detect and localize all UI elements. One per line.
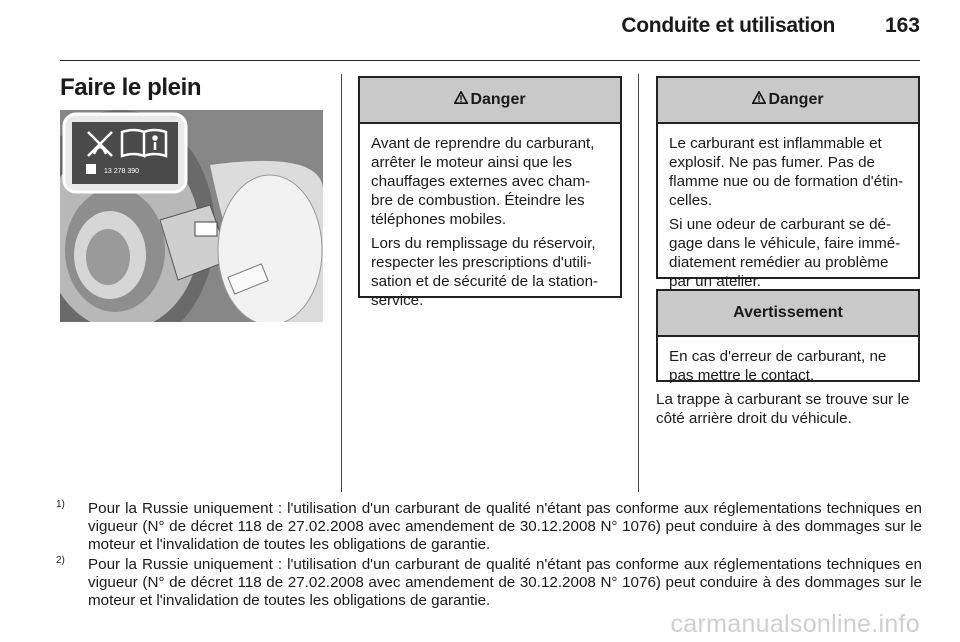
warning-box (656, 289, 920, 382)
danger-box-2-heading (658, 78, 918, 124)
footnote-1-text: Pour la Russie uniquement : l'utilisation d'un carburant de qualité n'étant pas conforme aux réglementations techniques en vigueur (N° de décret 118 de 27.02.2008 avec amendement de 30.12.2008 N° 1076) peut conduire à des dommages sur le moteur et l'invalidation de toutes les obligations de garantie. (88, 500, 922, 553)
page-number: 163 (884, 14, 920, 37)
column-divider-left (341, 74, 342, 492)
footnote-2-mark: 2) (56, 555, 65, 566)
watermark: carmanualsonline.info (670, 610, 920, 638)
chapter-title: Conduite et utilisation (621, 14, 835, 37)
danger-warning-icon (454, 91, 468, 109)
footnote-1 (56, 500, 922, 554)
svg-text:13 278 390: 13 278 390 (104, 168, 140, 175)
warning-box-text: En cas d'erreur de carburant, ne pas mettre le contact. (669, 348, 887, 384)
column-divider-right (638, 74, 639, 492)
footnotes (56, 500, 922, 612)
fuel-flap-location-text: La trappe à carburant se trouve sur le côté arrière droit du véhicule. (656, 391, 910, 427)
fuel-flap-photo (60, 110, 323, 322)
danger-box-2-paragraph-2: Si une odeur de carburant se dé-gage dans le véhicule, faire immé-diatement remédier au problème par un atelier. (669, 216, 901, 290)
danger-box-2-title: Danger (768, 91, 824, 108)
danger-warning-icon (752, 91, 766, 109)
footnote-2 (56, 556, 922, 610)
danger-box-1-paragraph-2: Lors du remplissage du réservoir, respecter les prescriptions d'utili-sation et de sécurité de la station-service. (371, 235, 599, 309)
footnote-1-mark: 1) (56, 499, 65, 510)
danger-box-1-paragraph-1: Avant de reprendre du carburant, arrêter le moteur ainsi que les chauffages externes avec cham-bre de combustion. Éteindre les téléphones mobiles. (371, 135, 595, 228)
danger-box-2 (656, 76, 920, 290)
danger-box-1 (358, 76, 622, 309)
danger-box-1-title: Danger (470, 91, 526, 108)
danger-box-1-heading (360, 78, 620, 124)
header-divider (60, 60, 920, 61)
warning-box-heading: Avertissement (658, 291, 918, 337)
danger-box-2-paragraph-1: Le carburant est inflammable et explosif. Ne pas fumer. Pas de flamme nue ou de formation d'étin-celles. (669, 135, 904, 209)
footnote-2-text: Pour la Russie uniquement : l'utilisation d'un carburant de qualité n'étant pas conforme aux réglementations techniques en vigueur (N° de décret 118 de 27.02.2008 avec amendement de 30.12.2008 N° 1076) peut conduire à des dommages sur le moteur et l'invalidation de toutes les obligations de garantie. (88, 556, 922, 609)
section-title: Faire le plein (60, 74, 202, 101)
